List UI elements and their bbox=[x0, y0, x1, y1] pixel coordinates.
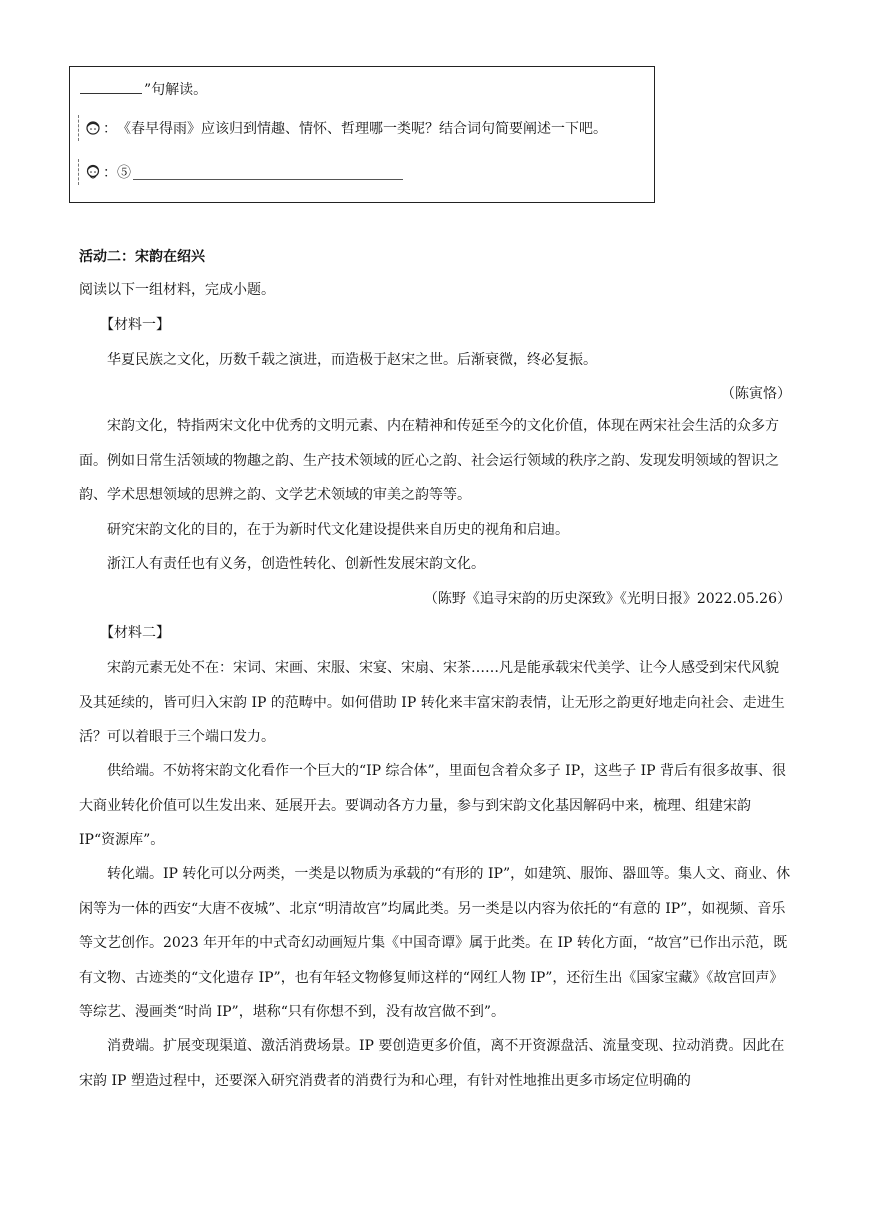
material1-quote-source: （陈寅恪） bbox=[721, 386, 791, 402]
material2-paragraph-1: 宋韵元素无处不在：宋词、宋画、宋服、宋宴、宋扇、宋茶……凡是能承载宋代美学、让今人感受到宋代风貌及其延续的，皆可归入宋韵 IP 的范畴中。如何借助 IP 转化来丰富宋韵表情，让无形之韵更好地走向社会、走进生活？可以着眼于三个端口发力。 bbox=[79, 660, 785, 745]
student-avatar-icon bbox=[85, 164, 101, 180]
material2-paragraph-4: 消费端。扩展变现渠道、激活消费场景。IP 要创造更多价值，离不开资源盘活、流量变现、拉动消费。因此在宋韵 IP 塑造过程中，还要深入研究消费者的消费行为和心理，有针对性地推出更多市场定位明确的 bbox=[79, 1038, 785, 1089]
student-avatar-icon bbox=[85, 120, 101, 136]
intro-text: 阅读以下一组材料，完成小题。 bbox=[79, 282, 275, 298]
dialog-question: ： 《春早得雨》应该归到情趣、情怀、哲理哪一类呢？结合词句简要阐述一下吧。 bbox=[78, 115, 607, 141]
dialog-bar bbox=[78, 159, 79, 185]
material2-paragraph-2: 供给端。不妨将宋韵文化看作一个巨大的“IP 综合体”，里面包含着众多子 IP，这些子 IP 背后有很多故事、很大商业转化价值可以生发出来、延展开去。要调动各方力量，参与到宋韵文化基因解码中来，梳理、组建宋韵 IP“资源库”。 bbox=[79, 763, 786, 848]
material1-heading: 【材料一】 bbox=[100, 317, 170, 333]
material1-quote: 华夏民族之文化，历数千载之演进，而造极于赵宋之世。后渐衰微，终必复振。 bbox=[107, 352, 597, 368]
material1-source: （陈野《追寻宋韵的历史深致》《光明日报》2022.05.26） bbox=[423, 591, 791, 607]
dialog-answer bbox=[78, 159, 403, 185]
answer-line[interactable] bbox=[133, 165, 403, 180]
material1-paragraph-1: 宋韵文化，特指两宋文化中优秀的文明元素、内在精神和传延至今的文化价值，体现在两宋社会生活的众多方面。例如日常生活领域的物趣之韵、生产技术领域的匠心之韵、社会运行领域的秩序之韵、发现发明领域的智识之韵、学术思想领域的思辨之韵、文学艺术领域的审美之韵等等。 bbox=[79, 418, 779, 503]
material1-paragraph-3: 浙江人有责任也有义务，创造性转化、创新性发展宋韵文化。 bbox=[107, 556, 485, 572]
material2-heading: 【材料二】 bbox=[100, 625, 170, 641]
question-box bbox=[69, 66, 655, 203]
material1-paragraph-2: 研究宋韵文化的目的，在于为新时代文化建设提供来自历史的视角和启迪。 bbox=[107, 522, 569, 538]
activity-title: 活动二：宋韵在绍兴 bbox=[79, 249, 205, 265]
question-text: 《春早得雨》应该归到情趣、情怀、哲理哪一类呢？结合词句简要阐述一下吧。 bbox=[117, 121, 607, 137]
fill-blank[interactable] bbox=[80, 79, 142, 94]
question-line-1: ”句解读。 bbox=[80, 79, 207, 99]
answer-label: ：⑤ bbox=[103, 165, 131, 181]
material2-paragraph-3: 转化端。IP 转化可以分两类，一类是以物质为承载的“有形的 IP”，如建筑、服饰、器皿等。集人文、商业、休闲等为一体的西安“大唐不夜城”、北京“明清故宫”均属此类。另一类是以内容为依托的“有意的 IP”，如视频、音乐等文艺创作。2023 年开年的中式奇幻动画短片集《中国奇谭》属于此类。在 IP 转化方面，“故宫”已作出示范，既有文物、古迹类的“文化遗存 IP”，也有年轻文物修复师这样的“网红人物 IP”，还衍生出《国家宝藏》《故宫回声》等综艺、漫画类“时尚 IP”，堪称“只有你想不到，没有故宫做不到”。 bbox=[79, 866, 791, 1020]
dialog-bar bbox=[78, 115, 79, 141]
